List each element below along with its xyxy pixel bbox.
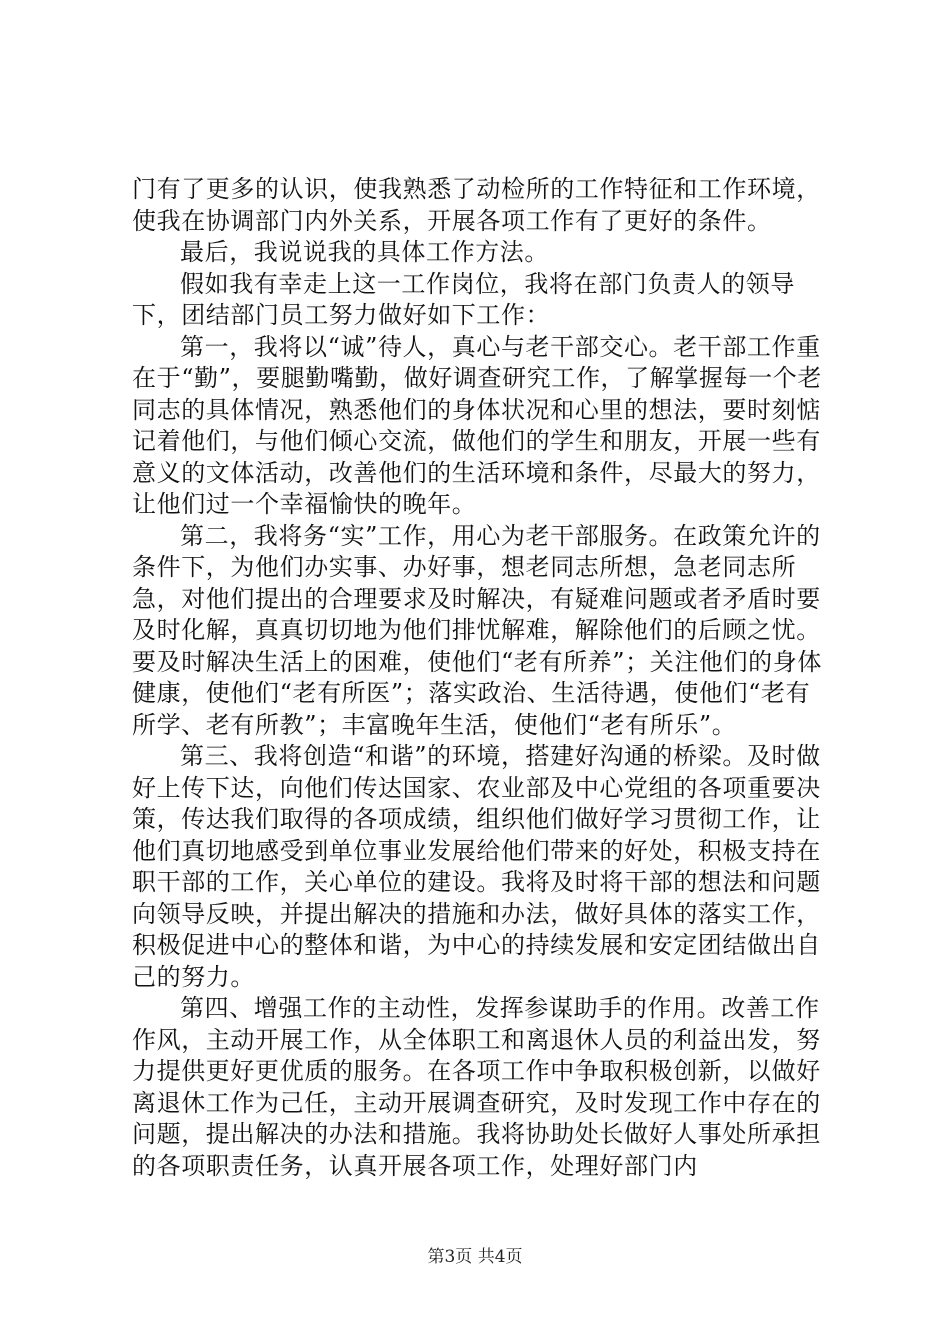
paragraph-1: 门有了更多的认识，使我熟悉了动检所的工作特征和工作环境，使我在协调部门内外关系，开展各项工作有了更好的条件。 (132, 175, 821, 235)
paragraph-4: 第一，我将以“诚”待人，真心与老干部交心。老干部工作重在于“勤”，要腿勤嘴勤，做好调查研究工作，了解掌握每一个老同志的具体情况，熟悉他们的身体状况和心里的想法，要时刻惦记着他们，与他们倾心交流，做他们的学生和朋友，开展一些有意义的文体活动，改善他们的生活环境和条件，尽最大的努力，让他们过一个幸福愉快的晚年。 (132, 332, 822, 518)
paragraph-5: 第二，我将务“实”工作，用心为老干部服务。在政策允许的条件下，为他们办实事、办好事，想老同志所想，急老同志所急，对他们提出的合理要求及时解决，有疑难问题或者矛盾时要及时化解，真真切切地为他们排忧解难，解除他们的后顾之忧。要及时解决生活上的困难，使他们“老有所养”；关注他们的身体健康，使他们“老有所医”；落实政治、生活待遇，使他们“老有所学、老有所教”；丰富晚年生活，使他们“老有所乐”。 (132, 521, 822, 739)
page-footer: 第3页 共4页 (427, 1247, 523, 1267)
paragraph-3: 假如我有幸走上这一工作岗位，我将在部门负责人的领导下，团结部门员工努力做好如下工作： (132, 269, 795, 329)
body-text (132, 174, 832, 1182)
paragraph-7: 第四、增强工作的主动性，发挥参谋助手的作用。改善工作作风，主动开展工作，从全体职工和离退休人员的利益出发，努力提供更好更优质的服务。在各项工作中争取积极创新，以做好离退休工作为己任，主动开展调查研究，及时发现工作中存在的问题，提出解决的办法和措施。我将协助处长做好人事处所承担的各项职责任务，认真开展各项工作，处理好部门内 (132, 994, 821, 1180)
paragraph-6: 第三、我将创造“和谐”的环境，搭建好沟通的桥梁。及时做好上传下达，向他们传达国家、农业部及中心党组的各项重要决策，传达我们取得的各项成绩，组织他们做好学习贯彻工作，让他们真切地感受到单位事业发展给他们带来的好处，积极支持在职干部的工作，关心单位的建设。我将及时将干部的想法和问题向领导反映，并提出解决的措施和办法，做好具体的落实工作，积极促进中心的整体和谐，为中心的持续发展和安定团结做出自己的努力。 (132, 742, 821, 991)
paragraph-2: 最后，我说说我的具体工作方法。 (180, 238, 549, 266)
